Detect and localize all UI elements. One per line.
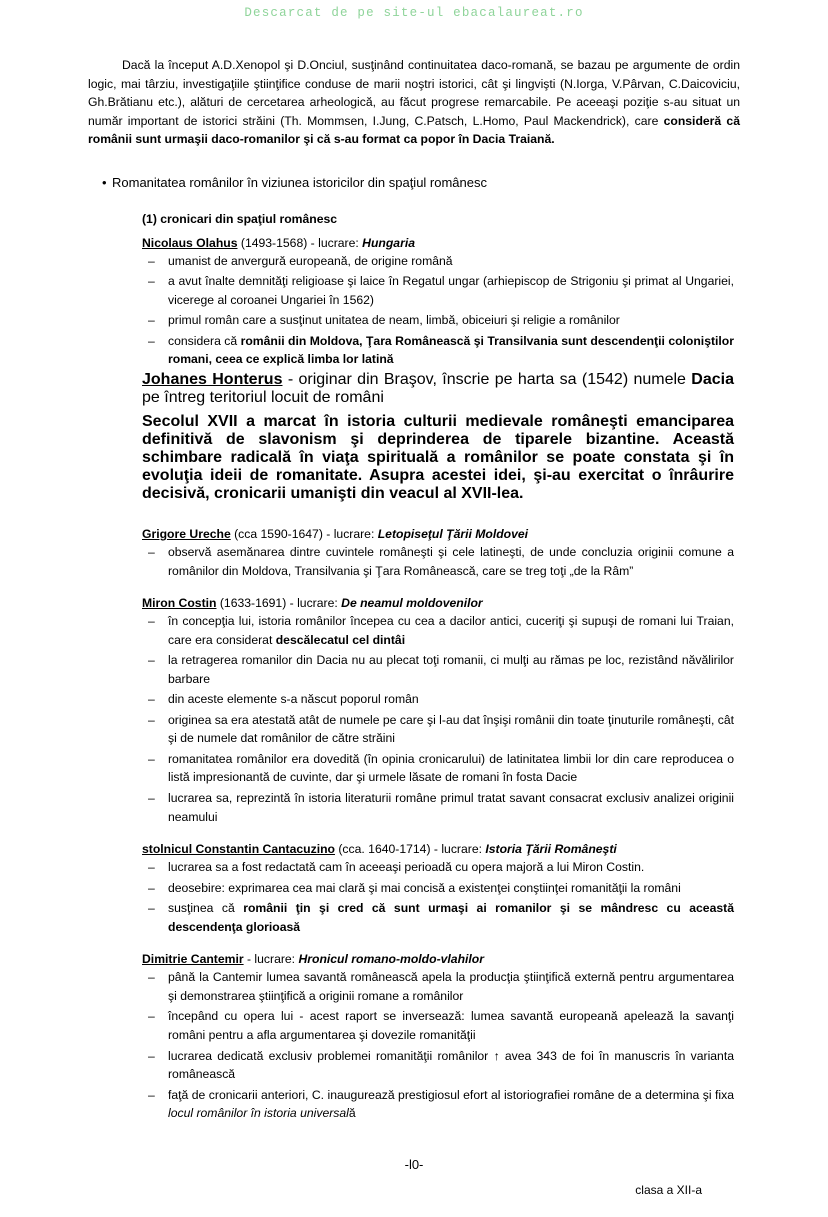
section-bullet-heading-label: Romanitatea românilor în viziunea istoricilor din spaţiul românesc xyxy=(112,174,488,190)
bullet-dot-icon: • xyxy=(102,174,107,190)
author-costin-name: Miron Costin xyxy=(142,596,217,611)
list-item-text: la retragerea romanilor din Dacia nu au plecat toţi romanii, ci mulţi au rămas pe loc, rezistând năvălirilor barbare xyxy=(168,653,734,686)
page-number: -l0- xyxy=(404,1156,424,1172)
author-costin-meta: (1633-1691) - lucrare: xyxy=(216,596,342,611)
list-item xyxy=(142,311,734,330)
list-item-text: romanitatea românilor era dovedită (în opinia cronicarului) de latinitatea limbii lor din care reproducea o listă impresionantă de cuvinte, dar şi urmele lăsate de romani în fosta Dacie xyxy=(168,751,734,785)
intro-text: Dacă la început A.D.Xenopol şi D.Onciul, susţinând continuitatea daco-romană, se bazau pe argumente de ordin logic, mai târziu, investigaţiile ştiinţifice conduse de marii noştri istorici, cât şi lingvişti (N.Iorga, V.Pârvan, C.Daicoviciu, Gh.Brătianu etc.), alături de cercetarea arheologică, au făcut progrese remarcabile. Pe aceeaşi poziţie s-au situat un număr important de istorici străini (Th. Mommsen, I.Jung, C.Patsch, L.Homo, Paul Mackendrick), care xyxy=(88,58,740,128)
list-item xyxy=(142,690,734,709)
list-item xyxy=(142,252,734,271)
list-item xyxy=(142,612,734,649)
list-item-text: lucrarea dedicată exclusiv problemei romanităţii românilor ↑ avea 343 de foi în manuscris în varianta românească xyxy=(168,1048,734,1082)
author-costin xyxy=(142,596,734,610)
list-item-text-bold: descălecatul cel dintâi xyxy=(275,632,406,647)
list-item-text-post: ă xyxy=(348,1106,356,1121)
list-item xyxy=(142,899,734,936)
list-item-text: umanist de anvergură europeană, de origine română xyxy=(168,253,453,268)
author-cantacuzino-meta: (cca. 1640-1714) - lucrare: xyxy=(334,842,486,857)
list-item-text: observă asemănarea dintre cuvintele româneşti şi cele latineşti, de unde concluzia originii comune a românilor din Moldova, Transilvania şi Ţara Românească, care se treg toţi „de la Râm” xyxy=(168,545,734,578)
list-item-text: începând cu opera lui - acest raport se inversează: lumea savantă europeană apelează la savanţi români pentru a afla argumentarea şi dovezile romanităţii xyxy=(168,1009,734,1042)
author-cantemir-meta: - lucrare: xyxy=(243,952,299,967)
list-item-text: a avut înalte demnităţi religioase şi laice în Regatul ungar (arhiepiscop de Strigoniu şi primat al Ungariei, vicerege al coroanei Ungariei în 1562) xyxy=(168,274,734,307)
list-item-text: până la Cantemir lumea savantă românească apela la producţia ştiinţifică externă pentru argumentarea şi demonstrarea ştiinţifică a originii romane a românilor xyxy=(168,970,734,1003)
list-item xyxy=(142,750,734,787)
list-item xyxy=(142,543,734,580)
author-olahus-list xyxy=(142,252,734,369)
list-item xyxy=(142,651,734,688)
intro-bold-tail: ă. xyxy=(544,132,555,147)
honterus-post: pe întreg teritoriul locuit de români xyxy=(142,389,384,407)
page-footer xyxy=(88,1157,740,1217)
author-ureche-name: Grigore Ureche xyxy=(142,527,231,542)
author-cantacuzino-work: Istoria Ţării Româneşti xyxy=(485,842,617,857)
class-label: clasa a XII-a xyxy=(635,1182,702,1197)
author-olahus xyxy=(142,236,734,250)
author-olahus-meta: (1493-1568) - lucrare: xyxy=(237,235,363,250)
list-item-text: originea sa era atestată atât de numele pe care şi l-au dat înşişi românii din toate ţinuturile româneşti, cât şi de numele dat românilor de către străini xyxy=(168,712,734,746)
list-item xyxy=(142,858,734,877)
author-cantemir-list xyxy=(142,968,734,1122)
author-ureche-list xyxy=(142,543,734,580)
author-cantacuzino-list xyxy=(142,858,734,936)
list-item xyxy=(142,1007,734,1044)
honterus-entry xyxy=(142,371,734,407)
intro-bold: consideră că românii sunt urmaşii daco-romanilor şi că s-au format ca popor în Dacia Traian xyxy=(88,113,740,147)
honterus-name: Johanes Honterus xyxy=(142,371,283,389)
list-item-text: lucrarea sa a fost redactată cam în aceeaşi perioadă cu opera majoră a lui Miron Costin. xyxy=(168,860,645,875)
author-ureche-meta: (cca 1590-1647) - lucrare: xyxy=(230,527,378,542)
author-olahus-work: Hungaria xyxy=(362,235,415,250)
list-item-text: susţinea că xyxy=(168,901,244,916)
author-cantacuzino xyxy=(142,842,734,856)
list-item xyxy=(142,332,734,369)
list-item-text: deosebire: exprimarea cea mai clară şi mai concisă a existenţei conştiinţei romanităţii la români xyxy=(168,880,681,895)
intro-paragraph xyxy=(88,56,740,149)
document-content xyxy=(0,22,828,1217)
subsection-title: (1) cronicari din spaţiul românesc xyxy=(142,211,338,226)
list-item-text: lucrarea sa, reprezintă în istoria literaturii române primul tratat savant consacrat exclusiv analizei originii neamului xyxy=(168,791,734,824)
author-costin-list xyxy=(142,612,734,826)
list-item xyxy=(142,789,734,826)
section-body xyxy=(142,212,734,1123)
list-item-text: primul român care a susţinut unitatea de neam, limbă, obiceiuri şi religie a românilor xyxy=(168,313,620,328)
list-item-text: considera că xyxy=(168,333,241,348)
list-item xyxy=(142,711,734,748)
author-costin-work: De neamul moldovenilor xyxy=(341,596,483,611)
secolul-xvii-paragraph: Secolul XVII a marcat în istoria culturii medievale româneşti emanciparea definitivă de slavonism şi deprinderea de tiparele bizantine. Această schimbare radicală în viaţa spirituală a românilor se poate constata şi în evoluţia ideii de romanitate. Asupra acestei idei, şi-au exercitat o înrâurire decisivă, cronicarii umanişti din veacul al XVII-lea. xyxy=(142,413,734,503)
list-item-text: din aceste elemente s-a născut poporul român xyxy=(168,692,419,707)
author-olahus-name: Nicolaus Olahus xyxy=(142,235,238,250)
list-item-text: faţă de cronicarii anteriori, C. inaugurează prestigiosul efort al istoriografiei române de a determina şi fixa xyxy=(168,1087,734,1102)
list-item xyxy=(142,879,734,898)
list-item-text-bold: românii ţin şi cred că sunt urmaşi ai romanilor şi se mândresc cu această descendenţa glorioasă xyxy=(168,901,734,934)
spacer xyxy=(142,503,734,511)
list-item xyxy=(142,968,734,1005)
author-ureche xyxy=(142,527,734,541)
list-item xyxy=(142,272,734,309)
list-item-text: în concepţia lui, istoria românilor începea cu cea a dacilor antici, cuceriţi şi supuşi de romani lui Traian, care era considerat xyxy=(168,614,734,647)
author-cantemir xyxy=(142,952,734,966)
list-item xyxy=(142,1047,734,1084)
author-ureche-work: Letopiseţul Ţării Moldovei xyxy=(377,527,529,542)
author-cantemir-work: Hronicul romano-moldo-vlahilor xyxy=(298,952,484,967)
honterus-pre: - originar din Braşov, înscrie pe harta sa (1542) numele xyxy=(282,371,692,389)
list-item-text-bold: românii din Moldova, Ţara Românească şi Transilvania sunt descendenţii coloniştilor romani, ceea ce explică limba lor latină xyxy=(168,333,734,367)
author-cantacuzino-name: stolnicul Constantin Cantacuzino xyxy=(142,842,335,857)
list-item-text-italic: locul românilor în istoria universal xyxy=(168,1106,349,1121)
honterus-bold: Dacia xyxy=(691,371,734,389)
author-cantemir-name: Dimitrie Cantemir xyxy=(142,952,244,967)
list-item xyxy=(142,1086,734,1123)
section-bullet-heading xyxy=(102,175,740,190)
watermark-text: Descarcat de pe site-ul ebacalaureat.ro xyxy=(244,6,584,20)
